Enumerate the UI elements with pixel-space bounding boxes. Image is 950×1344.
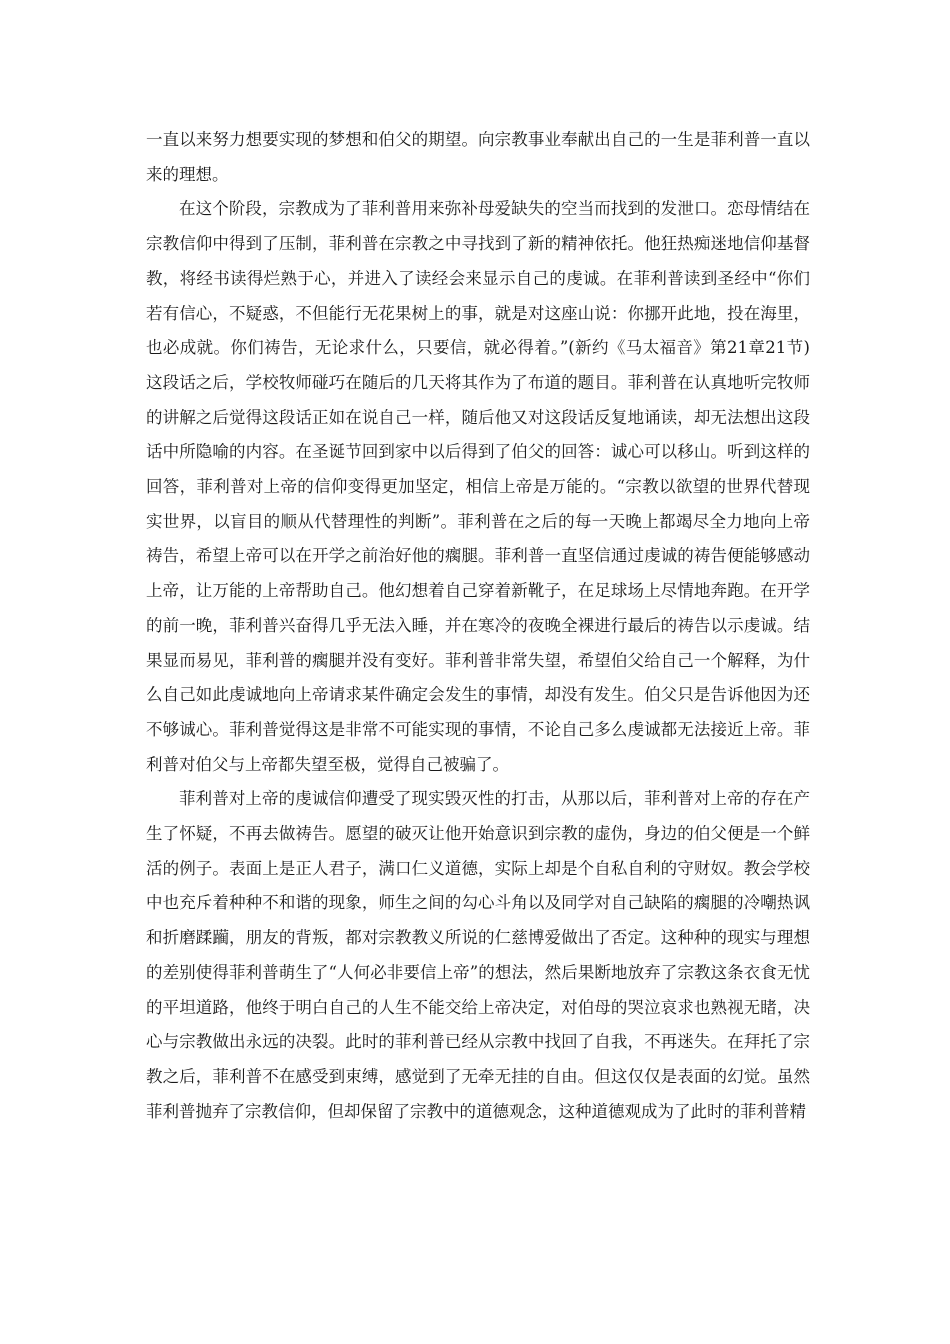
- body-text: [146, 123, 810, 1129]
- paragraph-2: 在这个阶段，宗教成为了菲利普用来弥补母爱缺失的空当而找到的发泄口。恋母情结在宗教信仰中得到了压制，菲利普在宗教之中寻找到了新的精神依托。他狂热痴迷地信仰基督教，将经书读得烂熟于心，并进入了读经会来显示自己的虔诚。在菲利普读到圣经中“你们若有信心，不疑惑，不但能行无花果树上的事，就是对这座山说：你挪开此地，投在海里，也必成就。你们祷告，无论求什么，只要信，就必得着。”(新约《马太福音》第21章21节)这段话之后，学校牧师碰巧在随后的几天将其作为了布道的题目。菲利普在认真地听完牧师的讲解之后觉得这段话正如在说自己一样，随后他又对这段话反复地诵读，却无法想出这段话中所隐喻的内容。在圣诞节回到家中以后得到了伯父的回答：诚心可以移山。听到这样的回答，菲利普对上帝的信仰变得更加坚定，相信上帝是万能的。“宗教以欲望的世界代替现实世界，以盲目的顺从代替理性的判断”。菲利普在之后的每一天晚上都竭尽全力地向上帝祷告，希望上帝可以在开学之前治好他的瘸腿。菲利普一直坚信通过虔诚的祷告便能够感动上帝，让万能的上帝帮助自己。他幻想着自己穿着新靴子，在足球场上尽情地奔跑。在开学的前一晚，菲利普兴奋得几乎无法入睡，并在寒冷的夜晚全裸进行最后的祷告以示虔诚。结果显而易见，菲利普的瘸腿并没有变好。菲利普非常失望，希望伯父给自己一个解释，为什么自己如此虔诚地向上帝请求某件确定会发生的事情，却没有发生。伯父只是告诉他因为还不够诚心。菲利普觉得这是非常不可能实现的事情，不论自己多么虔诚都无法接近上帝。菲利普对伯父与上帝都失望至极，觉得自己被骗了。: [146, 199, 810, 774]
- paragraph-1: 一直以来努力想要实现的梦想和伯父的期望。向宗教事业奉献出自己的一生是菲利普一直以来的理想。: [146, 130, 810, 184]
- paragraph-3: 菲利普对上帝的虔诚信仰遭受了现实毁灭性的打击，从那以后，菲利普对上帝的存在产生了怀疑，不再去做祷告。愿望的破灭让他开始意识到宗教的虚伪，身边的伯父便是一个鲜活的例子。表面上是正人君子，满口仁义道德，实际上却是个自私自利的守财奴。教会学校中也充斥着种种不和谐的现象，师生之间的勾心斗角以及同学对自己缺陷的瘸腿的冷嘲热讽和折磨蹂躏，朋友的背叛，都对宗教教义所说的仁慈博爱做出了否定。这种种的现实与理想的差别使得菲利普萌生了“人何必非要信上帝”的想法，然后果断地放弃了宗教这条衣食无忧的平坦道路，他终于明白自己的人生不能交给上帝决定，对伯母的哭泣哀求也熟视无睹，决心与宗教做出永远的决裂。此时的菲利普已经从宗教中找回了自我，不再迷失。在拜托了宗教之后，菲利普不在感受到束缚，感觉到了无牵无挂的自由。但这仅仅是表面的幻觉。虽然菲利普抛弃了宗教信仰，但却保留了宗教中的道德观念，这种道德观成为了此时的菲利普精: [146, 789, 810, 1121]
